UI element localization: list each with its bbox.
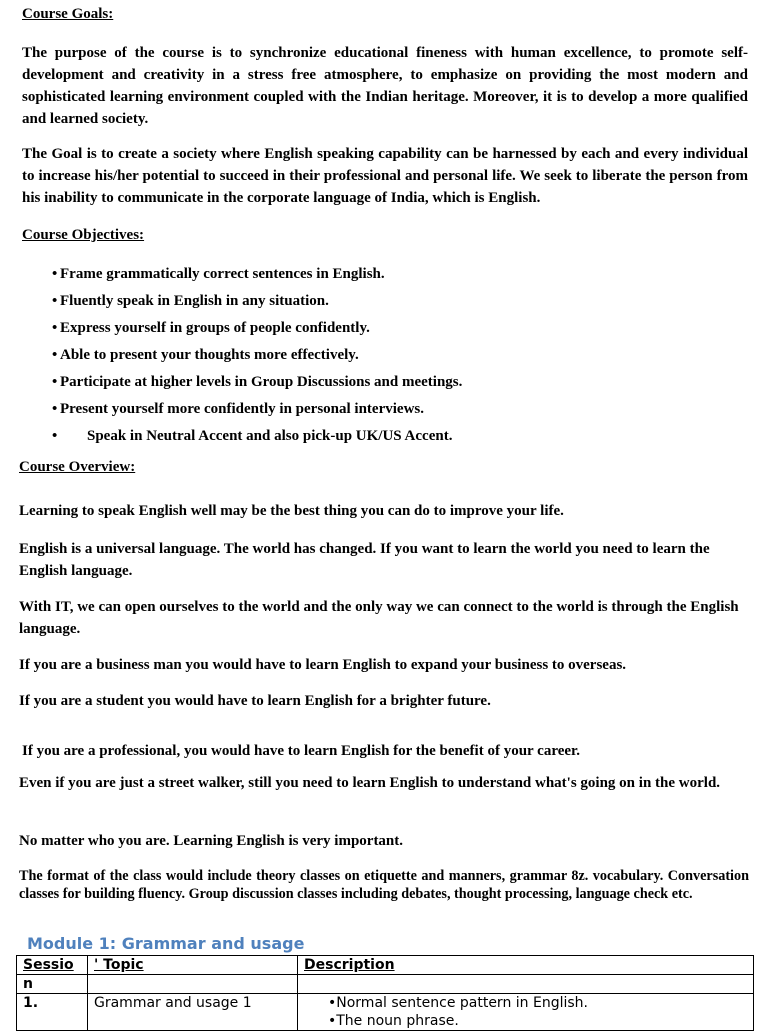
overview-format-paragraph: The format of the class would include theory classes on etiquette and manners, grammar 8z. vocabulary. Conversation classes for building fluency. Group discussion classes including debates, thought processing, language check etc. [19,868,749,902]
bullet-icon: • [52,266,58,282]
bullet-icon: • [52,428,58,444]
overview-paragraph: English is a universal language. The world has changed. If you want to learn the world you need to learn the English language. [19,541,710,579]
session-header: Sessio [17,956,88,975]
overview-paragraph: Even if you are just a street walker, still you need to learn English to understand what's going on in the world. [19,775,721,791]
course-goals-paragraph-2: The Goal is to create a society where English speaking capability can be harnessed by each and every individual to increase his/her potential to succeed in their professional and personal life. We seek to liberate the person from his inability to communicate in the corporate language of India, which is English. [22,146,748,206]
topic-header: ' Topic [88,956,298,975]
list-item: • Participate at higher levels in Group Discussions and meetings. [52,370,752,397]
module-table [16,955,754,1031]
bullet-icon: • [52,374,58,390]
course-overview-heading: Course Overview: [19,459,136,475]
table-header-row [17,956,754,975]
overview-paragraph: If you are a student you would have to learn English for a brighter future. [19,693,491,709]
course-objectives-heading: Course Objectives: [22,227,145,243]
list-item: • Present yourself more confidently in personal interviews. [52,397,752,424]
course-goals-heading: Course Goals: [22,6,114,22]
list-item: • Able to present your thoughts more effectively. [52,343,752,370]
bullet-icon: • [52,293,58,309]
course-goals-paragraph-1: The purpose of the course is to synchronize educational fineness with human excellence, to promote self-development and creativity in a stress free atmosphere, to emphasize on providing the most modern and sophisticated learning environment coupled with the Indian heritage. Moreover, it is to develop a more qualified and learned society. [22,45,748,127]
list-item: • Frame grammatically correct sentences in English. [52,262,752,289]
session-header-continued: n [17,975,88,994]
overview-paragraph: With IT, we can open ourselves to the world and the only way we can connect to the world is through the English language. [19,599,739,637]
description-line: •The noun phrase. [328,1013,459,1029]
overview-paragraph: If you are a business man you would have to learn English to expand your business to overseas. [19,657,627,673]
empty-cell [298,975,754,994]
description-cell [298,994,754,1031]
description-header: Description [298,956,754,975]
description-line: •Normal sentence pattern in English. [328,995,588,1011]
session-number: 1. [17,994,88,1031]
empty-cell [88,975,298,994]
list-item: • Express yourself in groups of people confidently. [52,316,752,343]
list-item: • Speak in Neutral Accent and also pick-up UK/US Accent. [52,424,752,452]
bullet-icon: • [52,320,58,336]
table-row [17,994,754,1031]
list-item: • Fluently speak in English in any situation. [52,289,752,316]
module-title: Module 1: Grammar and usage [27,934,305,953]
overview-paragraph: No matter who you are. Learning English is very important. [19,833,404,849]
overview-paragraph: Learning to speak English well may be the best thing you can do to improve your life. [19,503,564,519]
bullet-icon: • [52,401,58,417]
table-header-row-continued [17,975,754,994]
overview-paragraph: If you are a professional, you would have to learn English for the benefit of your career. [22,743,581,759]
objectives-list [52,262,752,452]
bullet-icon: • [52,347,58,363]
topic-cell: Grammar and usage 1 [88,994,298,1031]
